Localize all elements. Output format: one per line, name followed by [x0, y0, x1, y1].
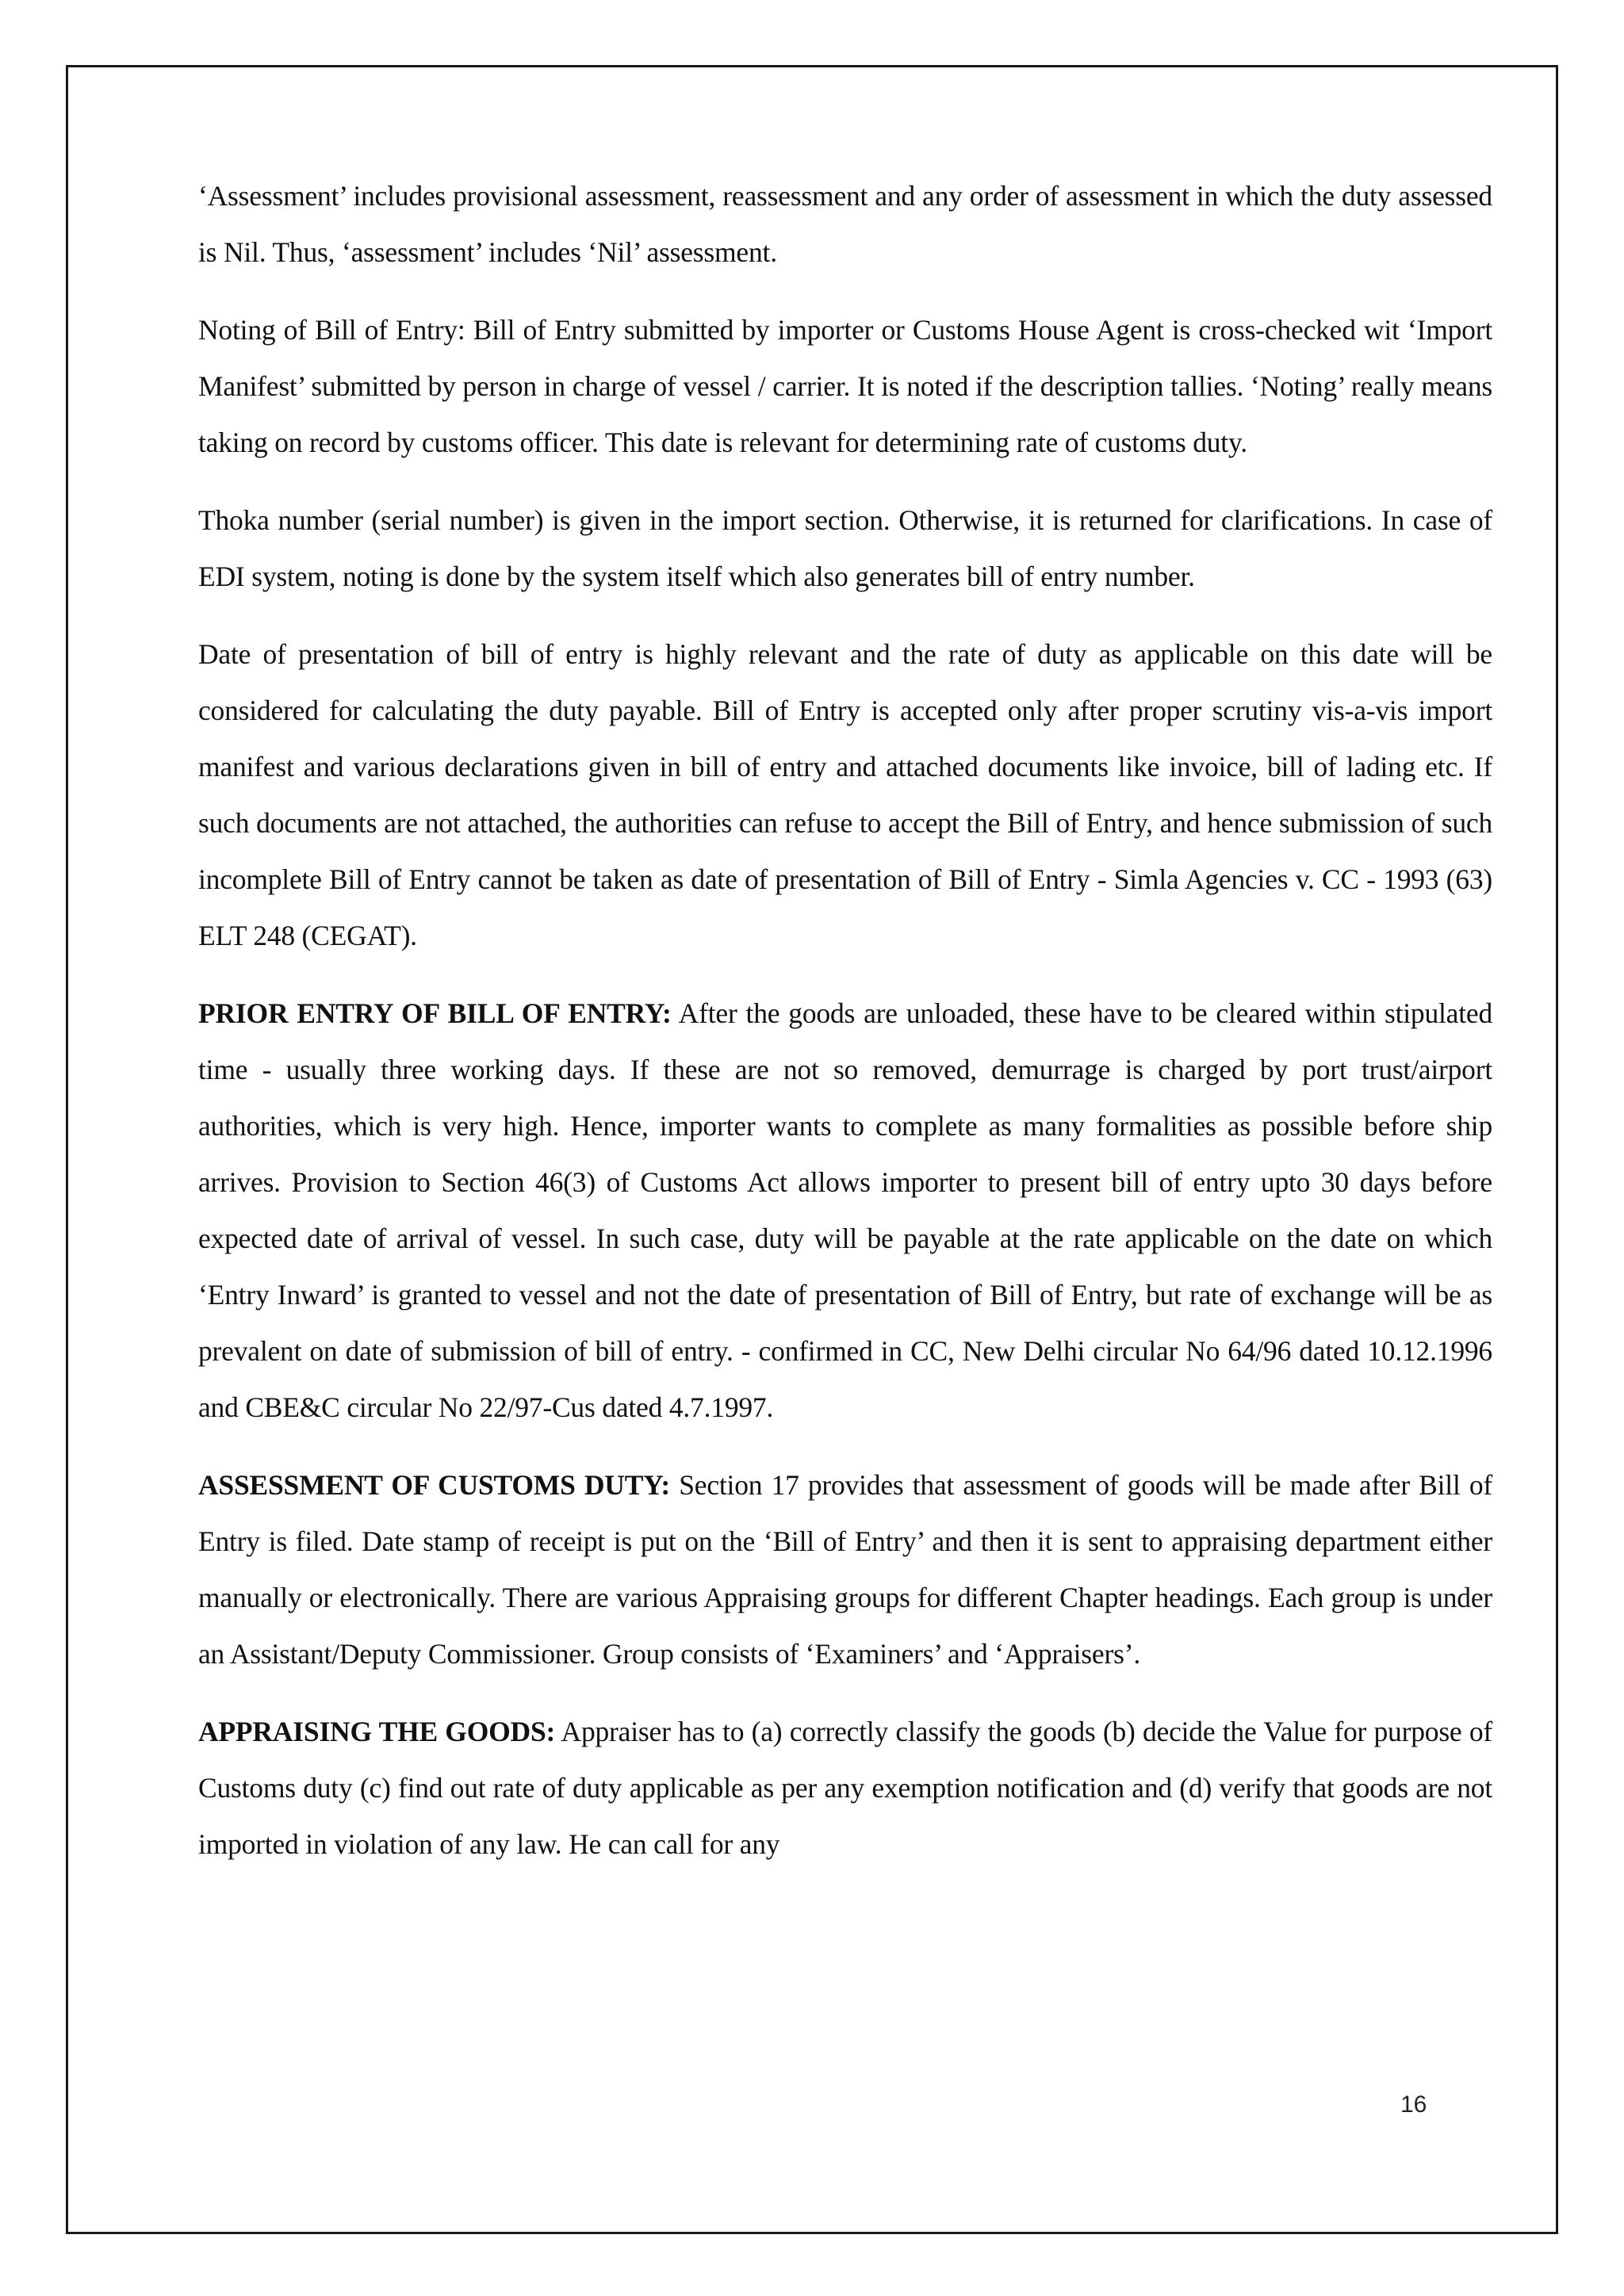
paragraph-text: After the goods are unloaded, these have to be cleared within stipulated time - usually three working days. If these are not so removed, demurrage is charged by port trust/airport authorities, which is very high. Hence, importer wants to complete as many formalities as possible before ship arrives. Provision to Section 46(3) of Customs Act allows importer to present bill of entry upto 30 days before expected date of arrival of vessel. In such case, duty will be payable at the rate applicable on the date on which ‘Entry Inward’ is granted to vessel and not the date of presentation of Bill of Entry, but rate of exchange will be as prevalent on date of submission of bill of entry. - confirmed in CC, New Delhi circular No 64/96 dated 10.12.1996 and CBE&C circular No 22/97-Cus dated 4.7.1997.: [198, 997, 1492, 1423]
paragraph-assessment-of-customs-duty: [198, 1457, 1492, 1682]
paragraph-text: Thoka number (serial number) is given in the import section. Otherwise, it is returned for clarifications. In case of EDI system, noting is done by the system itself which also generates bill of entry number.: [198, 504, 1492, 592]
paragraph-text: Section 17 provides that assessment of goods will be made after Bill of Entry is filed. Date stamp of receipt is put on the ‘Bill of Entry’ and then it is sent to appraising department either manually or electronically. There are various Appraising groups for different Chapter headings. Each group is under an Assistant/Deputy Commissioner. Group consists of ‘Examiners’ and ‘Appraisers’.: [198, 1469, 1492, 1670]
section-heading: APPRAISING THE GOODS:: [198, 1716, 556, 1747]
paragraph-appraising-the-goods: [198, 1704, 1492, 1873]
paragraph-text: ‘Assessment’ includes provisional assessment, reassessment and any order of assessment in which the duty assessed is Nil. Thus, ‘assessment’ includes ‘Nil’ assessment.: [198, 180, 1492, 268]
paragraph-text: Noting of Bill of Entry: Bill of Entry submitted by importer or Customs House Agent is cross-checked wit ‘Import Manifest’ submitted by person in charge of vessel / carrier. It is noted if the description tallies. ‘Noting’ really means taking on record by customs officer. This date is relevant for determining rate of customs duty.: [198, 314, 1492, 458]
paragraph-thoka-number: [198, 492, 1492, 605]
page-number: 16: [1400, 2091, 1427, 2118]
page-content: [198, 168, 1492, 1894]
paragraph-assessment-definition: [198, 168, 1492, 281]
paragraph-date-of-presentation: [198, 626, 1492, 964]
paragraph-text: Date of presentation of bill of entry is highly relevant and the rate of duty as applicable on this date will be considered for calculating the duty payable. Bill of Entry is accepted only after proper scrutiny vis-a-vis import manifest and various declarations given in bill of entry and attached documents like invoice, bill of lading etc. If such documents are not attached, the authorities can refuse to accept the Bill of Entry, and hence submission of such incomplete Bill of Entry cannot be taken as date of presentation of Bill of Entry - Simla Agencies v. CC - 1993 (63) ELT 248 (CEGAT).: [198, 638, 1492, 951]
section-heading: PRIOR ENTRY OF BILL OF ENTRY:: [198, 997, 672, 1029]
paragraph-prior-entry: [198, 985, 1492, 1436]
paragraph-text: Appraiser has to (a) correctly classify the goods (b) decide the Value for purpose of Customs duty (c) find out rate of duty applicable as per any exemption notification and (d) verify that goods are not imported in violation of any law. He can call for any: [198, 1716, 1492, 1860]
section-heading: ASSESSMENT OF CUSTOMS DUTY:: [198, 1469, 671, 1501]
paragraph-noting-bill-of-entry: [198, 302, 1492, 471]
